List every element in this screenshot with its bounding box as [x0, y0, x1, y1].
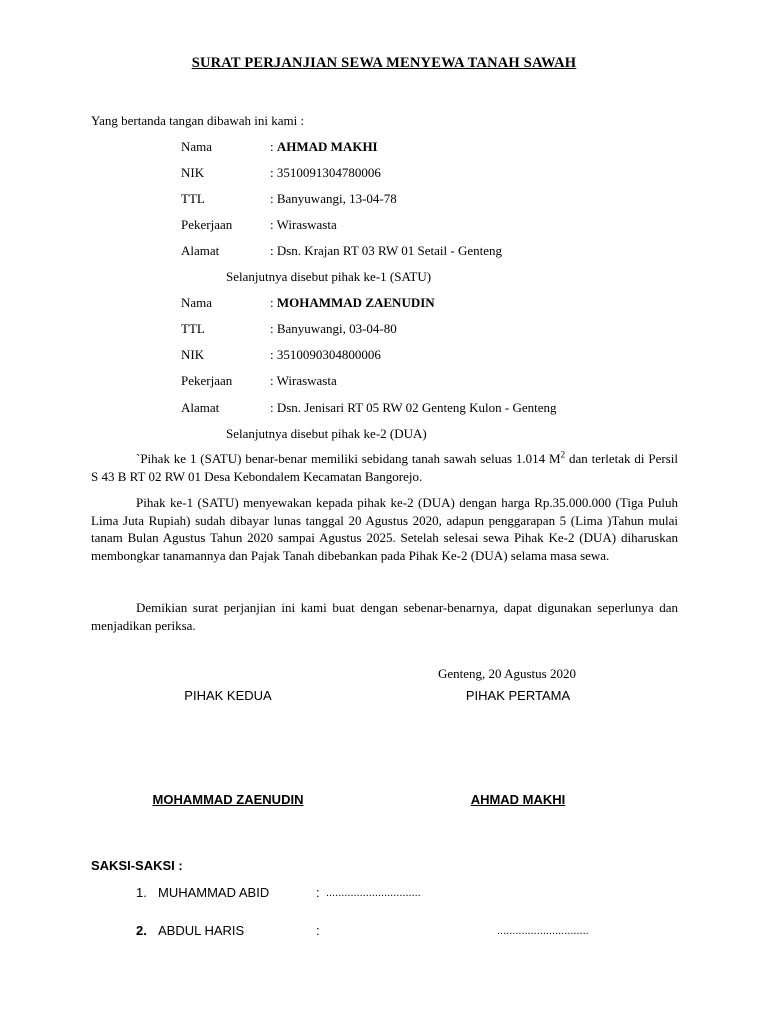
party1-ttl-value: : Banyuwangi, 13-04-78: [270, 191, 397, 206]
witness-name: ABDUL HARIS: [158, 923, 245, 938]
party2-name-value: : MOHAMMAD ZAENUDIN: [270, 295, 435, 310]
witness-colon: :: [316, 923, 320, 938]
party1-name: AHMAD MAKHI: [276, 139, 378, 154]
party2-nik-value: : 3510090304800006: [270, 347, 381, 362]
party1-address-label: Alamat: [181, 243, 220, 258]
party2-name: MOHAMMAD ZAENUDIN: [276, 295, 435, 310]
party2-address-value: : Dsn. Jenisari RT 05 RW 02 Genteng Kulon - Genteng: [270, 400, 557, 415]
signature-role-right: PIHAK PERTAMA: [465, 688, 571, 703]
party2-nik-label: NIK: [181, 347, 205, 362]
witness-heading: SAKSI-SAKSI :: [91, 858, 183, 873]
signature-name-right: AHMAD MAKHI: [470, 792, 566, 807]
land-description-paragraph: `Pihak ke 1 (SATU) benar-benar memiliki sebidang tanah sawah seluas 1.014 $M^2$ dan terletak di Persil S 43 B RT 02 RW 01 Desa Kebondalem Kecamatan Bangorejo.: [91, 449, 679, 484]
party2-ttl-label: TTL: [181, 321, 205, 336]
signature-name-left: MOHAMMAD ZAENUDIN: [152, 792, 304, 807]
lease-terms-paragraph: Pihak ke-1 (SATU) menyewakan kepada pihak ke-2 (DUA) dengan harga Rp.35.000.000 (Tiga Puluh Lima Juta Rupiah) sudah dibayar lunas tanggal 20 Agustus 2020, adapun penggarapan 5 (Lima )Tahun mulai tanam Bulan Agustus Tahun 2020 sampai Agustus 2025. Setelah selesai sewa Pihak Ke-2 (DUA) diharuskan membongkar tanamannya dan Pajak Tanah dibebankan pada Pihak Ke-2 (DUA) selama masa sewa.: [91, 495, 678, 563]
party1-ttl-label: TTL: [181, 191, 205, 206]
party1-nik-value: : 3510091304780006: [270, 165, 381, 180]
party1-job-label: Pekerjaan: [181, 217, 233, 232]
party1-name-label: Nama: [181, 139, 213, 154]
party1-designation: Selanjutnya disebut pihak ke-1 (SATU): [226, 269, 432, 284]
party2-job-label: Pekerjaan: [181, 373, 233, 388]
party1-nik-label: NIK: [181, 165, 205, 180]
witness-signature-line: ..............................: [497, 925, 589, 937]
place-date: Genteng, 20 Agustus 2020: [438, 666, 576, 681]
party2-address-label: Alamat: [181, 400, 220, 415]
signature-role-left: PIHAK KEDUA: [184, 688, 272, 703]
party1-name-value: : AHMAD MAKHI: [270, 139, 378, 154]
witness-colon: :: [316, 885, 320, 900]
party2-name-label: Nama: [181, 295, 213, 310]
party1-job-value: : Wiraswasta: [270, 217, 337, 232]
party1-address-value: : Dsn. Krajan RT 03 RW 01 Setail - Genteng: [270, 243, 502, 258]
intro-text: Yang bertanda tangan dibawah ini kami :: [91, 113, 305, 128]
witness-signature-line: ...............................: [326, 887, 421, 899]
document-title: SURAT PERJANJIAN SEWA MENYEWA TANAH SAWAH: [191, 55, 577, 71]
party2-ttl-value: : Banyuwangi, 03-04-80: [270, 321, 397, 336]
witness-name: MUHAMMAD ABID: [158, 885, 270, 900]
party2-job-value: : Wiraswasta: [270, 373, 337, 388]
witness-number: 1.: [136, 885, 147, 900]
closing-paragraph: Demikian surat perjanjian ini kami buat dengan sebenar-benarnya, dapat digunakan seperlunya dan menjadikan periksa.: [91, 600, 678, 633]
party2-designation: Selanjutnya disebut pihak ke-2 (DUA): [226, 426, 427, 441]
witness-number: 2.: [136, 923, 147, 938]
